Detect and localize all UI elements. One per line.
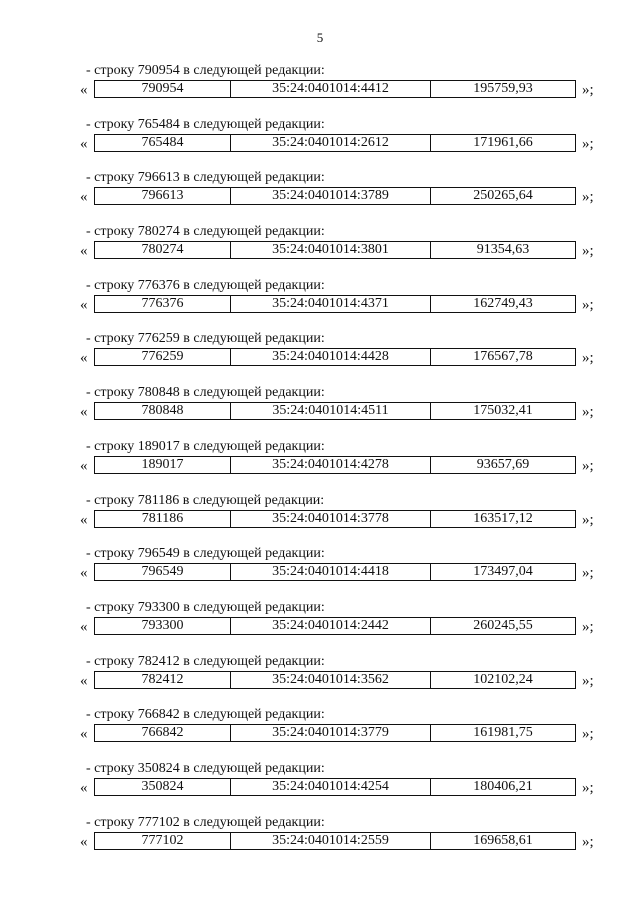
- cadastral-number-cell: 35:24:0401014:4418: [231, 564, 431, 580]
- value-cell: 173497,04: [473, 564, 533, 580]
- cadastral-number-cell: 35:24:0401014:3789: [231, 188, 431, 204]
- row-code-cell: 781186: [95, 511, 231, 527]
- row-code-cell: 776376: [95, 296, 231, 312]
- row-code-cell: 766842: [95, 725, 231, 741]
- entry-heading: - строку 781186 в следующей редакции:: [86, 492, 325, 508]
- row-code-cell: 790954: [95, 81, 231, 97]
- table-row: [94, 134, 576, 152]
- closing-quote: »;: [582, 457, 594, 474]
- closing-quote: »;: [582, 726, 594, 743]
- row-code-cell: 780274: [95, 242, 231, 258]
- opening-quote: «: [80, 135, 88, 152]
- cadastral-number-cell: 35:24:0401014:2612: [231, 135, 431, 151]
- table-row: [94, 187, 576, 205]
- entry-heading: - строку 765484 в следующей редакции:: [86, 116, 325, 132]
- cadastral-number-cell: 35:24:0401014:3778: [231, 511, 431, 527]
- entry-heading: - строку 189017 в следующей редакции:: [86, 438, 325, 454]
- row-code-cell: 189017: [95, 457, 231, 473]
- closing-quote: »;: [582, 82, 594, 98]
- entry-heading: - строку 796549 в следующей редакции:: [86, 546, 325, 562]
- amendment-entry: [0, 654, 640, 708]
- value-cell: 91354,63: [476, 242, 530, 258]
- row-code-cell: 793300: [95, 618, 231, 634]
- table-row: [94, 402, 576, 420]
- amendment-entry: [0, 224, 640, 278]
- closing-quote: »;: [582, 833, 594, 850]
- row-code-cell: 350824: [95, 779, 231, 795]
- opening-quote: «: [80, 457, 88, 474]
- opening-quote: «: [80, 565, 88, 582]
- amendment-entry: [0, 170, 640, 224]
- entry-heading: - строку 782412 в следующей редакции:: [86, 653, 325, 669]
- cadastral-number-cell: 35:24:0401014:4511: [231, 403, 431, 419]
- amendment-entry: [0, 117, 640, 171]
- value-cell: 102102,24: [473, 671, 533, 687]
- entry-heading: - строку 796613 в следующей редакции:: [86, 170, 325, 186]
- cadastral-number-cell: 35:24:0401014:3562: [231, 672, 431, 688]
- cadastral-number-cell: 35:24:0401014:4278: [231, 457, 431, 473]
- table-row: [94, 671, 576, 689]
- table-row: [94, 80, 576, 98]
- row-code-cell: 780848: [95, 403, 231, 419]
- closing-quote: »;: [582, 404, 594, 421]
- table-row: [94, 724, 576, 742]
- opening-quote: «: [80, 511, 88, 528]
- entry-heading: - строку 793300 в следующей редакции:: [86, 599, 325, 615]
- entry-heading: - строку 777102 в следующей редакции:: [86, 814, 325, 830]
- value-cell: 162749,43: [473, 295, 533, 311]
- closing-quote: »;: [582, 779, 594, 796]
- row-code-cell: 782412: [95, 672, 231, 688]
- value-cell: 250265,64: [473, 188, 533, 204]
- row-code-cell: 765484: [95, 135, 231, 151]
- value-cell: 163517,12: [473, 510, 533, 526]
- closing-quote: »;: [582, 672, 594, 689]
- entry-heading: - строку 780274 в следующей редакции:: [86, 224, 325, 240]
- opening-quote: «: [80, 404, 88, 421]
- table-row: [94, 617, 576, 635]
- opening-quote: «: [80, 672, 88, 689]
- opening-quote: «: [80, 243, 88, 260]
- value-cell: 195759,93: [473, 81, 533, 96]
- cadastral-number-cell: 35:24:0401014:2442: [231, 618, 431, 634]
- closing-quote: »;: [582, 135, 594, 152]
- value-cell: 169658,61: [473, 832, 533, 848]
- amendment-list: [0, 63, 640, 868]
- entry-heading: - строку 790954 в следующей редакции:: [86, 63, 325, 78]
- opening-quote: «: [80, 726, 88, 743]
- table-row: [94, 778, 576, 796]
- cadastral-number-cell: 35:24:0401014:4428: [231, 349, 431, 365]
- opening-quote: «: [80, 618, 88, 635]
- row-code-cell: 796613: [95, 188, 231, 204]
- cadastral-number-cell: 35:24:0401014:2559: [231, 833, 431, 849]
- closing-quote: »;: [582, 350, 594, 367]
- closing-quote: »;: [582, 565, 594, 582]
- value-cell: 161981,75: [473, 725, 533, 741]
- row-code-cell: 776259: [95, 349, 231, 365]
- amendment-entry: [0, 278, 640, 332]
- row-code-cell: 796549: [95, 564, 231, 580]
- table-row: [94, 832, 576, 850]
- value-cell: 93657,69: [476, 456, 530, 472]
- table-row: [94, 348, 576, 366]
- closing-quote: »;: [582, 296, 594, 313]
- amendment-entry: [0, 439, 640, 493]
- value-cell: 180406,21: [473, 778, 533, 794]
- opening-quote: «: [80, 296, 88, 313]
- table-row: [94, 563, 576, 581]
- value-cell: 260245,55: [473, 617, 533, 633]
- cadastral-number-cell: 35:24:0401014:3801: [231, 242, 431, 258]
- amendment-entry: [0, 600, 640, 654]
- entry-heading: - строку 766842 в следующей редакции:: [86, 707, 325, 723]
- row-code-cell: 777102: [95, 833, 231, 849]
- table-row: [94, 510, 576, 528]
- table-row: [94, 456, 576, 474]
- value-cell: 175032,41: [473, 403, 533, 419]
- amendment-entry: [0, 385, 640, 439]
- amendment-entry: [0, 815, 640, 869]
- entry-heading: - строку 780848 в следующей редакции:: [86, 385, 325, 401]
- amendment-entry: [0, 331, 640, 385]
- cadastral-number-cell: 35:24:0401014:3779: [231, 725, 431, 741]
- cadastral-number-cell: 35:24:0401014:4371: [231, 296, 431, 312]
- value-cell: 176567,78: [473, 349, 533, 365]
- closing-quote: »;: [582, 618, 594, 635]
- opening-quote: «: [80, 189, 88, 206]
- cadastral-number-cell: 35:24:0401014:4412: [231, 81, 431, 97]
- entry-heading: - строку 350824 в следующей редакции:: [86, 760, 325, 776]
- opening-quote: «: [80, 82, 88, 98]
- entry-heading: - строку 776259 в следующей редакции:: [86, 331, 325, 347]
- closing-quote: »;: [582, 189, 594, 206]
- opening-quote: «: [80, 350, 88, 367]
- cadastral-number-cell: 35:24:0401014:4254: [231, 779, 431, 795]
- amendment-entry: [0, 761, 640, 815]
- page-number: 5: [316, 30, 324, 45]
- amendment-entry: [0, 493, 640, 547]
- amendment-entry: [0, 546, 640, 600]
- opening-quote: «: [80, 779, 88, 796]
- closing-quote: »;: [582, 243, 594, 260]
- amendment-entry: [0, 63, 640, 117]
- closing-quote: »;: [582, 511, 594, 528]
- amendment-entry: [0, 707, 640, 761]
- table-row: [94, 295, 576, 313]
- opening-quote: «: [80, 833, 88, 850]
- table-row: [94, 241, 576, 259]
- value-cell: 171961,66: [473, 134, 533, 150]
- entry-heading: - строку 776376 в следующей редакции:: [86, 277, 325, 293]
